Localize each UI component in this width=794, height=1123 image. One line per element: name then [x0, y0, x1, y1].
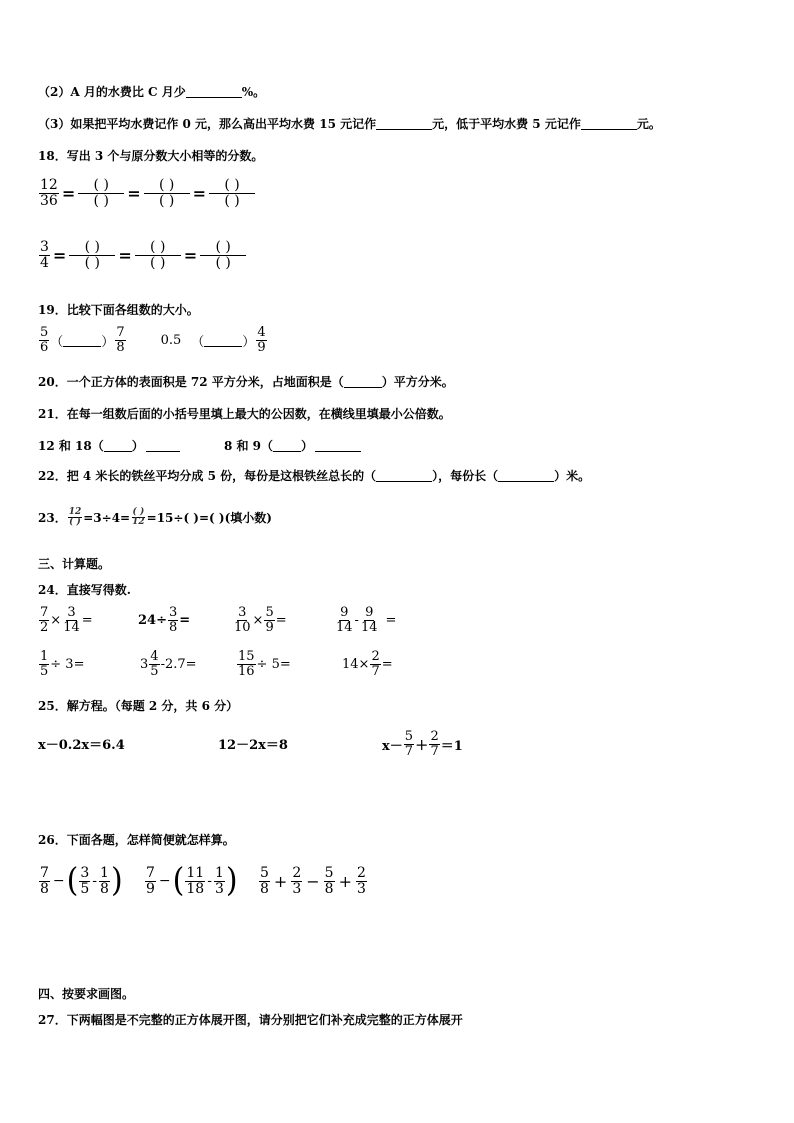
q26-expr-1 [38, 861, 123, 900]
q26-title: 26．下面各题，怎样简便就怎样算。 [38, 833, 235, 847]
q27-title: 27．下两幅图是不完整的正方体展开图，请分别把它们补充成完整的正方体展开 [38, 1013, 463, 1027]
equals-sign: = [192, 183, 207, 203]
numerator: 3 [168, 605, 178, 620]
expression-tail: -2.7= [160, 656, 197, 672]
answer-blank[interactable] [376, 469, 432, 482]
denominator: 16 [238, 663, 255, 679]
numerator-blank[interactable]: ( ) [78, 178, 124, 194]
numerator: 7 [116, 325, 125, 340]
section3-heading: 三、计算题。 [38, 557, 111, 571]
denominator: 8 [324, 880, 334, 897]
whole-number: 3 [140, 656, 149, 672]
q24-title: 24．直接写得数. [38, 583, 131, 597]
answer-blank[interactable] [498, 469, 554, 482]
denominator: 12 [132, 517, 145, 528]
denominator: 7 [404, 743, 414, 759]
plus-sign: + [415, 734, 429, 754]
minus-sign: − [158, 873, 171, 890]
q17-part3-text-c: 元。 [636, 117, 661, 131]
fraction [79, 866, 90, 896]
fraction [404, 730, 414, 758]
denominator: 7 [371, 663, 380, 679]
equals-sign: = [81, 612, 93, 628]
equals-sign: = [52, 245, 67, 265]
numerator: 5 [260, 865, 269, 881]
q23-fraction-a[interactable] [68, 508, 83, 528]
paren-right: ） [301, 439, 314, 453]
denominator: 6 [40, 339, 49, 355]
answer-blank[interactable] [376, 117, 432, 130]
paren-right: ） [242, 334, 256, 350]
numerator: 5 [265, 605, 274, 620]
numerator: 4 [150, 649, 159, 664]
numerator: 5 [404, 729, 414, 744]
q17-part2-unit: %。 [241, 85, 266, 99]
paren-left: （ [191, 334, 205, 350]
q25-equation-2: 12－2x＝8 [218, 738, 288, 753]
operator: × [50, 612, 62, 628]
minus-sign: − [52, 873, 65, 890]
numerator: 9 [340, 605, 349, 620]
q23-fraction-b[interactable] [131, 508, 146, 528]
numerator: 2 [356, 865, 366, 881]
prefix: 14× [342, 656, 370, 672]
answer-blank[interactable] [186, 85, 242, 98]
compare-blank[interactable] [204, 334, 242, 347]
fraction [360, 606, 379, 634]
gcd-blank[interactable] [104, 439, 132, 452]
q24-expr-7 [236, 650, 291, 678]
denominator: 9 [257, 339, 266, 355]
denominator: 14 [63, 619, 80, 635]
minus-sign: − [306, 871, 320, 891]
close-paren-icon: ) [225, 861, 238, 900]
numerator: 7 [40, 865, 49, 881]
numerator: 11 [186, 865, 205, 881]
denominator-blank[interactable]: ( ) [215, 254, 231, 271]
numerator: 5 [40, 325, 49, 340]
numerator: 7 [146, 865, 155, 881]
denominator-blank[interactable]: ( ) [150, 254, 166, 271]
numerator-blank[interactable]: ( ) [135, 240, 181, 256]
q19-row [38, 326, 268, 354]
fraction [356, 866, 367, 896]
q24-expr-6 [140, 650, 197, 678]
numerator: 1 [40, 649, 49, 664]
numerator-blank[interactable]: ( ) [200, 240, 246, 256]
q24-expr-3 [232, 606, 287, 634]
expression-tail: ÷ 3= [50, 656, 85, 672]
fraction [429, 730, 439, 758]
numerator: 5 [324, 865, 334, 881]
q17-part3-text-a: （3）如果把平均水费记作 0 元，那么高出平均水费 15 元记作 [38, 117, 377, 131]
denominator: 2 [40, 619, 49, 635]
denominator: 8 [40, 880, 49, 897]
equals-sign: = [183, 245, 198, 265]
denominator-blank[interactable]: ( ) [69, 517, 81, 528]
equals-sign: = [179, 612, 191, 628]
fraction [149, 650, 159, 678]
fraction [62, 606, 81, 634]
fraction [370, 650, 380, 678]
numerator: 2 [292, 865, 302, 881]
denominator: 8 [168, 619, 178, 635]
q19-decimal: 0.5 [160, 332, 182, 348]
blank-fraction[interactable] [135, 240, 181, 270]
q17-part2-text: （2）A 月的水费比 C 月少 [38, 85, 186, 99]
numerator: 7 [40, 605, 49, 620]
denominator: 7 [430, 743, 439, 759]
q19-fraction-b [115, 326, 125, 354]
denominator: 36 [40, 192, 58, 209]
q18-row2-fraction [39, 240, 50, 270]
denominator: 4 [40, 254, 49, 271]
blank-fraction[interactable] [69, 240, 115, 270]
numerator: 9 [365, 605, 374, 620]
minus-sign: - [207, 873, 212, 890]
denominator: 8 [100, 880, 109, 897]
numerator: 12 [40, 177, 58, 193]
blank-fraction[interactable] [78, 178, 124, 208]
fraction [39, 606, 49, 634]
denominator: 5 [40, 663, 49, 679]
fraction [39, 650, 49, 678]
fraction [185, 866, 205, 896]
q18-row2 [38, 240, 247, 270]
numerator-blank[interactable]: ( ) [69, 240, 115, 256]
operator: - [354, 612, 359, 628]
denominator: 3 [214, 880, 224, 897]
lcm-blank[interactable] [315, 439, 361, 452]
q24-expr-1 [38, 606, 93, 634]
fraction [291, 866, 302, 896]
numerator: 2 [430, 729, 439, 744]
numerator-blank[interactable]: ( ) [132, 507, 145, 517]
denominator: 8 [116, 339, 125, 355]
q17-part3-text-b: 元，低于平均水费 5 元记作 [432, 117, 581, 131]
q17-part3 [38, 116, 661, 132]
equals-sign: = [127, 183, 141, 203]
q22-text-a: 22．把 4 米长的铁丝平均分成 5 份，每份是这根铁丝总长的（ [38, 469, 377, 483]
q24-expr-8 [342, 650, 393, 678]
operator: × [252, 612, 264, 628]
q24-expr-2 [138, 606, 190, 634]
paren-left: （ [50, 334, 64, 350]
fraction [237, 650, 256, 678]
q21-group2: 8 和 9（ [223, 439, 274, 453]
paren-right: ） [131, 439, 144, 453]
equals-sign: = [381, 656, 393, 672]
q24-expr-4 [334, 606, 396, 634]
denominator-blank[interactable]: ( ) [93, 192, 109, 209]
fraction [214, 866, 225, 896]
blank-fraction[interactable] [209, 178, 255, 208]
prefix: x－ [382, 738, 403, 754]
q20-text-b: ）平方分米。 [381, 375, 454, 389]
equals-sign: = [118, 245, 132, 265]
numerator: 15 [238, 649, 255, 664]
q21-title: 21．在每一组数后面的小括号里填上最大的公因数，在横线里填最小公倍数。 [38, 407, 451, 421]
q23-middle: =3÷4= [83, 510, 131, 525]
q22-text-c: ）米。 [554, 469, 591, 483]
q26-expr-3 [258, 866, 368, 896]
denominator: 10 [234, 619, 251, 635]
equals-sign: = [385, 612, 397, 628]
plus-sign: + [273, 871, 288, 891]
numerator: 2 [371, 649, 380, 664]
denominator: 5 [150, 663, 159, 679]
q26-expr-2 [144, 861, 238, 900]
prefix: 24÷ [138, 612, 167, 628]
denominator: 9 [146, 880, 155, 897]
q17-part2 [38, 84, 265, 100]
q18-row1 [38, 178, 256, 208]
answer-blank[interactable] [581, 117, 637, 130]
denominator: 18 [186, 880, 205, 897]
q19-title: 19．比较下面各组数的大小。 [38, 303, 199, 317]
denominator: 8 [260, 880, 269, 897]
close-paren-icon: ) [110, 861, 123, 900]
numerator: 1 [214, 865, 224, 881]
denominator: 9 [265, 619, 274, 635]
numerator: 3 [67, 605, 76, 620]
expression-tail: ÷ 5= [256, 656, 291, 672]
q23-label: 23． [38, 511, 67, 526]
q25-title: 25．解方程。（每题 2 分，共 6 分） [38, 699, 239, 713]
numerator: 3 [80, 865, 90, 881]
denominator: 14 [360, 619, 378, 635]
denominator-blank[interactable]: ( ) [84, 254, 101, 271]
q20-text-a: 20．一个正方体的表面积是 72 平方分米，占地面积是（ [38, 375, 344, 389]
lcm-blank[interactable] [146, 439, 180, 452]
blank-fraction[interactable] [144, 178, 190, 208]
compare-blank[interactable] [63, 334, 101, 347]
q18-title: 18．写出 3 个与原分数大小相等的分数。 [38, 149, 264, 163]
q19-fraction-c [256, 326, 266, 354]
denominator: 5 [80, 880, 90, 897]
fraction [168, 606, 178, 634]
answer-blank[interactable] [344, 375, 382, 388]
q22-text-b: ），每份长（ [432, 469, 499, 483]
fraction [39, 866, 50, 896]
section4-heading: 四、按要求画图。 [38, 987, 135, 1001]
q25-equation-1: x－0.2x＝6.4 [38, 738, 125, 753]
q21-group1: 12 和 18（ [38, 439, 104, 453]
q19-fraction-a [39, 326, 49, 354]
fraction [264, 606, 274, 634]
plus-sign: + [338, 871, 352, 891]
q21-groups [38, 438, 361, 454]
denominator: 3 [292, 880, 302, 897]
q23-tail: =15÷( )=( )(填小数) [146, 511, 272, 526]
equals-sign: = [61, 183, 76, 203]
q23 [38, 508, 272, 528]
paren-right: ） [101, 334, 115, 350]
fraction [335, 606, 354, 634]
fraction [233, 606, 252, 634]
q20 [38, 374, 454, 390]
q24-expr-5 [38, 650, 84, 678]
numerator: 1 [100, 865, 109, 881]
fraction [99, 866, 110, 896]
equals-one: ＝1 [440, 738, 463, 754]
q25-equation-3 [382, 730, 463, 758]
fraction [324, 866, 335, 896]
denominator: 14 [336, 619, 353, 635]
numerator: 3 [40, 239, 49, 255]
numerator-blank[interactable]: ( ) [209, 178, 255, 194]
numerator-blank[interactable]: ( ) [144, 178, 190, 194]
q18-row1-fraction [39, 178, 59, 208]
blank-fraction[interactable] [200, 240, 246, 270]
fraction [145, 866, 156, 896]
numerator: 3 [238, 605, 247, 620]
minus-sign: - [92, 873, 98, 890]
denominator-blank[interactable]: ( ) [224, 192, 240, 209]
denominator: 3 [356, 880, 366, 897]
fraction [259, 866, 270, 896]
gcd-blank[interactable] [273, 439, 301, 452]
equals-sign: = [275, 612, 287, 628]
open-paren-icon: ( [66, 861, 79, 900]
denominator-blank[interactable]: ( ) [158, 192, 175, 209]
numerator: 4 [257, 325, 266, 340]
open-paren-icon: ( [172, 861, 185, 900]
numerator: 12 [68, 507, 82, 517]
q22 [38, 468, 590, 484]
